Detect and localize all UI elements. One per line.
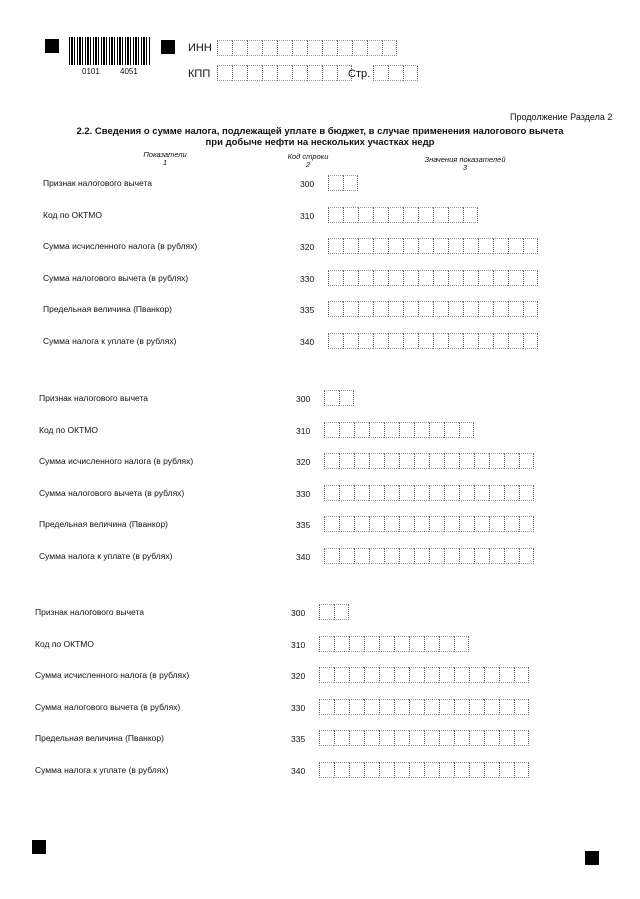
value-cell[interactable] [439,667,454,683]
value-cell[interactable] [324,453,339,469]
value-cell[interactable] [399,516,414,532]
page-label: Стр. [348,68,371,80]
column-header-values: Значения показателей [424,155,506,164]
value-cell[interactable] [369,422,384,438]
value-cell[interactable] [403,270,418,286]
column-header-values-num: 3 [462,163,468,172]
row-code: 330 [300,273,315,284]
barcode [69,37,151,65]
value-cell[interactable] [324,485,339,501]
value-cell[interactable] [349,667,364,683]
value-cell[interactable] [429,485,444,501]
row-code: 320 [300,242,315,252]
value-cell[interactable] [474,516,489,532]
value-cell[interactable] [354,485,369,501]
value-cell[interactable] [334,636,349,652]
value-cell[interactable] [484,762,499,778]
value-cell[interactable] [504,548,519,564]
value-cell[interactable] [388,301,403,317]
row-label: Сумма налога к уплате (в рублях) [39,550,173,561]
value-cell[interactable] [448,207,463,223]
value-cell[interactable] [454,762,469,778]
value-cell[interactable] [373,238,388,254]
continuation-label: Продолжение Раздела 2 [510,112,613,122]
value-cell[interactable] [493,238,508,254]
row-code: 335 [296,520,311,530]
value-cell[interactable] [424,699,439,715]
value-input-cells[interactable] [319,762,529,778]
row-code: 310 [291,639,306,650]
value-cell[interactable] [343,333,358,349]
row-label: Сумма исчисленного налога (в рублях) [35,670,190,680]
value-cell[interactable] [414,485,429,501]
value-cell[interactable] [394,762,409,778]
value-cell[interactable] [499,730,514,746]
value-cell[interactable] [328,175,343,191]
corner-marker-bottom-right [585,851,599,865]
page-field[interactable] [373,65,418,81]
value-cell[interactable] [493,270,508,286]
value-cell[interactable] [399,453,414,469]
value-cell[interactable] [519,516,534,532]
inn-field[interactable] [217,40,397,56]
column-header-indicators-num: 1 [162,158,168,167]
value-cell[interactable] [334,699,349,715]
kpp-field[interactable] [217,65,352,81]
row-code: 330 [296,488,311,499]
value-cell[interactable] [373,270,388,286]
value-cell[interactable] [354,548,369,564]
value-cell[interactable] [349,699,364,715]
value-cell[interactable] [424,667,439,683]
row-label: Код по ОКТМО [43,209,102,220]
value-cell[interactable] [409,730,424,746]
value-cell[interactable] [523,238,538,254]
value-cell[interactable] [469,762,484,778]
value-cell[interactable] [328,207,343,223]
value-cell[interactable] [373,207,388,223]
value-cell[interactable] [454,636,469,652]
value-cell[interactable] [369,485,384,501]
value-cell[interactable] [463,238,478,254]
value-input-cells[interactable] [328,301,538,317]
value-cell[interactable] [379,636,394,652]
value-cell[interactable] [489,548,504,564]
value-cell[interactable] [334,667,349,683]
value-cell[interactable] [454,667,469,683]
value-cell[interactable] [339,516,354,532]
section-title-line2: при добыче нефти на нескольких участках недр [205,137,435,148]
value-cell[interactable] [409,667,424,683]
row-code: 335 [300,305,315,315]
row-code: 310 [296,425,311,436]
corner-marker-top-left [45,39,59,53]
value-cell[interactable] [493,301,508,317]
value-cell[interactable] [334,604,349,620]
row-label: Сумма налога к уплате (в рублях) [43,335,177,346]
value-input-cells[interactable] [324,453,534,469]
value-input-cells[interactable] [324,485,534,501]
value-cell[interactable] [508,270,523,286]
kpp-label: КПП [188,68,211,80]
value-input-cells[interactable] [324,390,354,406]
value-cell[interactable] [424,762,439,778]
value-cell[interactable] [523,301,538,317]
value-cell[interactable] [459,485,474,501]
corner-marker-bottom-left [32,840,46,854]
value-cell[interactable] [358,207,373,223]
value-cell[interactable] [409,762,424,778]
value-cell[interactable] [448,238,463,254]
corner-marker-top-right [161,40,175,54]
value-cell[interactable] [414,453,429,469]
column-header-code: Код строки [287,152,329,161]
value-cell[interactable] [403,238,418,254]
value-cell[interactable] [388,238,403,254]
value-cell[interactable] [478,333,493,349]
value-cell[interactable] [369,548,384,564]
value-cell[interactable] [463,333,478,349]
value-cell[interactable] [469,699,484,715]
value-cell[interactable] [324,422,339,438]
value-cell[interactable] [319,636,334,652]
value-cell[interactable] [469,667,484,683]
value-cell[interactable] [343,238,358,254]
value-cell[interactable] [373,301,388,317]
value-cell[interactable] [504,485,519,501]
row-label: Признак налогового вычета [35,607,145,617]
value-input-cells[interactable] [328,238,538,254]
value-cell[interactable] [349,730,364,746]
column-header-indicators: Показатели [143,150,187,159]
value-cell[interactable] [369,453,384,469]
row-code: 300 [296,394,311,404]
row-label: Признак налогового вычета [43,178,153,188]
value-cell[interactable] [439,699,454,715]
value-cell[interactable] [474,485,489,501]
value-cell[interactable] [339,548,354,564]
value-cell[interactable] [379,730,394,746]
row-label: Признак налогового вычета [39,393,149,403]
value-cell[interactable] [429,548,444,564]
row-code: 300 [291,608,306,618]
value-cell[interactable] [349,762,364,778]
value-cell[interactable] [439,636,454,652]
value-cell[interactable] [508,333,523,349]
value-cell[interactable] [388,270,403,286]
value-cell[interactable] [384,453,399,469]
value-input-cells[interactable] [319,667,529,683]
row-label: Предельная величина (Пванкор) [43,304,172,314]
value-cell[interactable] [444,422,459,438]
value-cell[interactable] [448,333,463,349]
value-cell[interactable] [364,699,379,715]
value-cell[interactable] [484,730,499,746]
barcode-number-left: 0101 [82,67,100,76]
value-cell[interactable] [484,699,499,715]
value-cell[interactable] [514,762,529,778]
value-cell[interactable] [364,667,379,683]
value-cell[interactable] [388,333,403,349]
value-cell[interactable] [339,485,354,501]
value-cell[interactable] [508,238,523,254]
value-cell[interactable] [478,238,493,254]
value-cell[interactable] [339,390,354,406]
value-cell[interactable] [454,699,469,715]
value-cell[interactable] [459,422,474,438]
value-cell[interactable] [433,207,448,223]
value-input-cells[interactable] [319,604,349,620]
value-cell[interactable] [409,636,424,652]
value-input-cells[interactable] [319,636,469,652]
value-cell[interactable] [414,548,429,564]
value-cell[interactable] [499,667,514,683]
value-cell[interactable] [504,453,519,469]
value-cell[interactable] [444,453,459,469]
value-input-cells[interactable] [324,516,534,532]
value-cell[interactable] [399,548,414,564]
value-cell[interactable] [493,333,508,349]
value-cell[interactable] [489,516,504,532]
value-cell[interactable] [448,301,463,317]
value-cell[interactable] [364,762,379,778]
value-cell[interactable] [324,516,339,532]
value-cell[interactable] [484,667,499,683]
value-cell[interactable] [418,301,433,317]
value-cell[interactable] [399,422,414,438]
value-cell[interactable] [429,422,444,438]
value-cell[interactable] [424,730,439,746]
value-cell[interactable] [358,270,373,286]
row-code: 340 [291,765,306,776]
value-cell[interactable] [448,270,463,286]
value-cell[interactable] [319,762,334,778]
value-cell[interactable] [418,270,433,286]
row-label: Сумма налогового вычета (в рублях) [35,701,181,712]
value-cell[interactable] [433,333,448,349]
value-cell[interactable] [459,548,474,564]
value-cell[interactable] [319,667,334,683]
value-input-cells[interactable] [319,699,529,715]
value-cell[interactable] [349,636,364,652]
value-cell[interactable] [474,548,489,564]
value-cell[interactable] [358,301,373,317]
value-cell[interactable] [433,270,448,286]
value-cell[interactable] [429,453,444,469]
row-code: 340 [300,336,315,347]
inn-label: ИНН [188,42,212,54]
value-cell[interactable] [354,422,369,438]
row-label: Сумма исчисленного налога (в рублях) [43,241,198,251]
value-cell[interactable] [328,333,343,349]
value-cell[interactable] [373,333,388,349]
value-cell[interactable] [339,453,354,469]
row-code: 310 [300,210,315,221]
value-input-cells[interactable] [328,207,478,223]
value-cell[interactable] [339,422,354,438]
row-code: 320 [291,671,306,681]
row-label: Сумма налогового вычета (в рублях) [43,272,189,283]
value-cell[interactable] [478,270,493,286]
value-cell[interactable] [379,699,394,715]
value-cell[interactable] [354,453,369,469]
value-cell[interactable] [504,516,519,532]
value-cell[interactable] [319,604,334,620]
value-cell[interactable] [334,762,349,778]
value-cell[interactable] [523,333,538,349]
row-code: 340 [296,551,311,562]
value-cell[interactable] [409,699,424,715]
value-cell[interactable] [439,762,454,778]
value-cell[interactable] [433,301,448,317]
row-code: 320 [296,457,311,467]
row-label: Код по ОКТМО [39,424,98,435]
row-label: Сумма налогового вычета (в рублях) [39,487,185,498]
value-cell[interactable] [519,548,534,564]
value-cell[interactable] [319,730,334,746]
column-header-code-num: 2 [305,160,311,169]
value-cell[interactable] [454,730,469,746]
value-cell[interactable] [403,301,418,317]
value-cell[interactable] [394,667,409,683]
value-cell[interactable] [418,333,433,349]
value-cell[interactable] [394,699,409,715]
value-cell[interactable] [384,516,399,532]
value-cell[interactable] [514,730,529,746]
value-cell[interactable] [379,762,394,778]
value-cell[interactable] [489,485,504,501]
row-label: Сумма исчисленного налога (в рублях) [39,456,194,466]
value-cell[interactable] [519,485,534,501]
value-cell[interactable] [328,238,343,254]
value-cell[interactable] [369,516,384,532]
value-cell[interactable] [463,270,478,286]
value-cell[interactable] [414,422,429,438]
value-cell[interactable] [343,207,358,223]
value-cell[interactable] [444,516,459,532]
value-cell[interactable] [354,516,369,532]
value-cell[interactable] [358,333,373,349]
value-cell[interactable] [358,238,373,254]
value-cell[interactable] [324,548,339,564]
value-cell[interactable] [418,238,433,254]
value-cell[interactable] [444,548,459,564]
value-cell[interactable] [418,207,433,223]
value-input-cells[interactable] [328,333,538,349]
barcode-number-right: 4051 [120,67,138,76]
row-label: Сумма налога к уплате (в рублях) [35,764,169,775]
value-cell[interactable] [508,301,523,317]
value-cell[interactable] [343,270,358,286]
value-input-cells[interactable] [324,548,534,564]
value-cell[interactable] [463,207,478,223]
value-cell[interactable] [324,390,339,406]
value-cell[interactable] [459,453,474,469]
value-input-cells[interactable] [324,422,474,438]
row-code: 300 [300,179,315,189]
value-cell[interactable] [394,730,409,746]
value-cell[interactable] [328,301,343,317]
row-code: 335 [291,734,306,744]
value-cell[interactable] [328,270,343,286]
value-cell[interactable] [403,333,418,349]
value-cell[interactable] [439,730,454,746]
value-cell[interactable] [474,453,489,469]
value-cell[interactable] [364,636,379,652]
value-cell[interactable] [399,485,414,501]
value-cell[interactable] [519,453,534,469]
value-cell[interactable] [364,730,379,746]
value-cell[interactable] [499,699,514,715]
value-cell[interactable] [469,730,484,746]
value-cell[interactable] [429,516,444,532]
value-cell[interactable] [489,453,504,469]
value-cell[interactable] [384,485,399,501]
row-code: 330 [291,702,306,713]
value-cell[interactable] [343,301,358,317]
value-cell[interactable] [334,730,349,746]
value-cell[interactable] [319,699,334,715]
value-input-cells[interactable] [328,175,358,191]
value-cell[interactable] [394,636,409,652]
value-cell[interactable] [388,207,403,223]
value-input-cells[interactable] [328,270,538,286]
value-input-cells[interactable] [319,730,529,746]
value-cell[interactable] [459,516,474,532]
value-cell[interactable] [379,667,394,683]
value-cell[interactable] [499,762,514,778]
value-cell[interactable] [463,301,478,317]
value-cell[interactable] [433,238,448,254]
value-cell[interactable] [514,699,529,715]
value-cell[interactable] [424,636,439,652]
value-cell[interactable] [444,485,459,501]
value-cell[interactable] [343,175,358,191]
row-label: Код по ОКТМО [35,638,94,649]
value-cell[interactable] [414,516,429,532]
value-cell[interactable] [478,301,493,317]
value-cell[interactable] [523,270,538,286]
value-cell[interactable] [403,207,418,223]
value-cell[interactable] [514,667,529,683]
value-cell[interactable] [384,422,399,438]
section-title-line1: 2.2. Сведения о сумме налога, подлежащей уплате в бюджет, в случае применения налогового вычета [76,126,564,137]
value-cell[interactable] [384,548,399,564]
row-label: Предельная величина (Пванкор) [35,733,164,743]
row-label: Предельная величина (Пванкор) [39,519,168,529]
